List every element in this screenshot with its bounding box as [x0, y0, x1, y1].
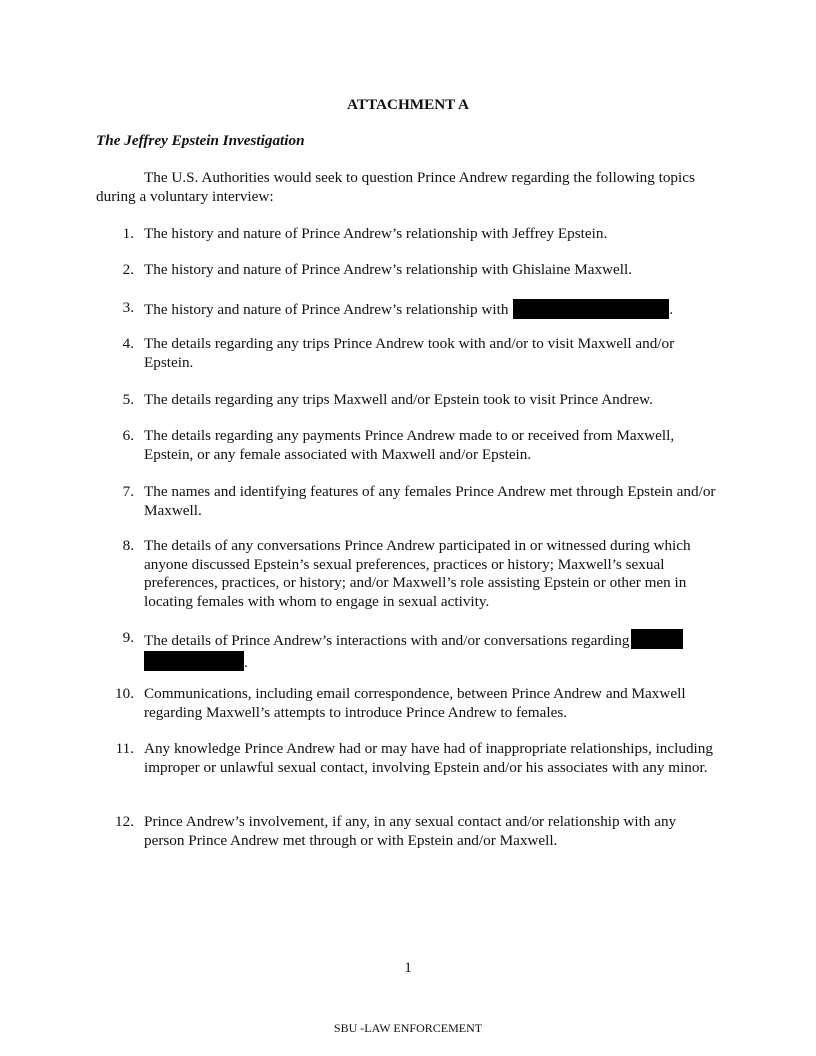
topic-text: The history and nature of Prince Andrew’s relationship with Jeffrey Epstein.: [144, 225, 608, 242]
topic-text-end: .: [244, 653, 248, 671]
topic-number: 7.: [122, 483, 134, 500]
topic-text: The history and nature of Prince Andrew’s relationship with Ghislaine Maxwell.: [144, 261, 633, 278]
topic-item-5: [96, 391, 718, 410]
topic-item-9: [96, 629, 718, 672]
topic-number: 9.: [122, 629, 134, 646]
topic-number: 6.: [122, 427, 134, 444]
redaction-block: [631, 629, 683, 649]
topic-text-end: .: [669, 301, 674, 318]
topic-item-1: [96, 225, 718, 244]
topic-number: 8.: [122, 537, 134, 554]
topic-number: 12.: [115, 813, 134, 830]
topic-text: Any knowledge Prince Andrew had or may have had of inappropriate relationships, including improper or unlawful sexual contact, involving Epstein and/or his associates with any minor.: [144, 740, 713, 776]
page-number: 1: [404, 959, 412, 976]
topic-item-10: [96, 685, 718, 722]
topic-number: 3.: [122, 299, 134, 316]
topic-text: Communications, including email correspondence, between Prince Andrew and Maxwell regarding Maxwell’s attempts to introduce Prince Andrew to females.: [144, 685, 686, 721]
topic-text: The details regarding any trips Prince Andrew took with and/or to visit Maxwell and/or Epstein.: [144, 335, 675, 371]
topic-text: The names and identifying features of any females Prince Andrew met through Epstein and/or Maxwell.: [144, 483, 716, 519]
topic-text: Prince Andrew’s involvement, if any, in any sexual contact and/or relationship with any person Prince Andrew met through or with Epstein and/or Maxwell.: [144, 813, 677, 849]
footer-marking: SBU -LAW ENFORCEMENT: [333, 1021, 483, 1035]
topic-text: The details regarding any trips Maxwell and/or Epstein took to visit Prince Andrew.: [144, 391, 653, 408]
redaction-block: [144, 651, 244, 671]
topic-item-11: [96, 740, 718, 777]
topic-text: The details regarding any payments Prince Andrew made to or received from Maxwell, Epstein, or any female associated with Maxwell and/or Epstein.: [144, 427, 675, 463]
topic-text: The details of Prince Andrew’s interactions with and/or conversations regarding: [144, 632, 630, 649]
topic-text: The details of any conversations Prince Andrew participated in or witnessed during which anyone discussed Epstein’s sexual preferences, practices or history; Maxwell’s sexual preferences, practices, or history; and/or Maxwell’s role assisting Epstein or other men in locating females with whom to engage in sexual activity.: [144, 537, 691, 610]
topic-item-3: [96, 299, 718, 320]
topic-item-2: [96, 261, 718, 280]
topic-number: 1.: [122, 225, 134, 242]
topic-number: 10.: [115, 685, 134, 702]
intro-paragraph: The U.S. Authorities would seek to question Prince Andrew regarding the following topics during a voluntary interview:: [96, 169, 695, 205]
page-heading: ATTACHMENT A: [347, 96, 469, 113]
topic-item-12: [96, 813, 718, 850]
topic-number: 2.: [122, 261, 134, 278]
redaction-block: [513, 299, 669, 319]
topic-item-6: [96, 427, 718, 464]
topic-number: 5.: [122, 391, 134, 408]
topic-item-4: [96, 335, 718, 372]
topic-item-7: [96, 483, 718, 520]
topic-text: The history and nature of Prince Andrew’s relationship with: [144, 301, 509, 318]
topic-item-8: [96, 537, 718, 611]
topic-number: 4.: [122, 335, 134, 352]
section-title: The Jeffrey Epstein Investigation: [96, 132, 305, 149]
topic-number: 11.: [115, 740, 134, 757]
